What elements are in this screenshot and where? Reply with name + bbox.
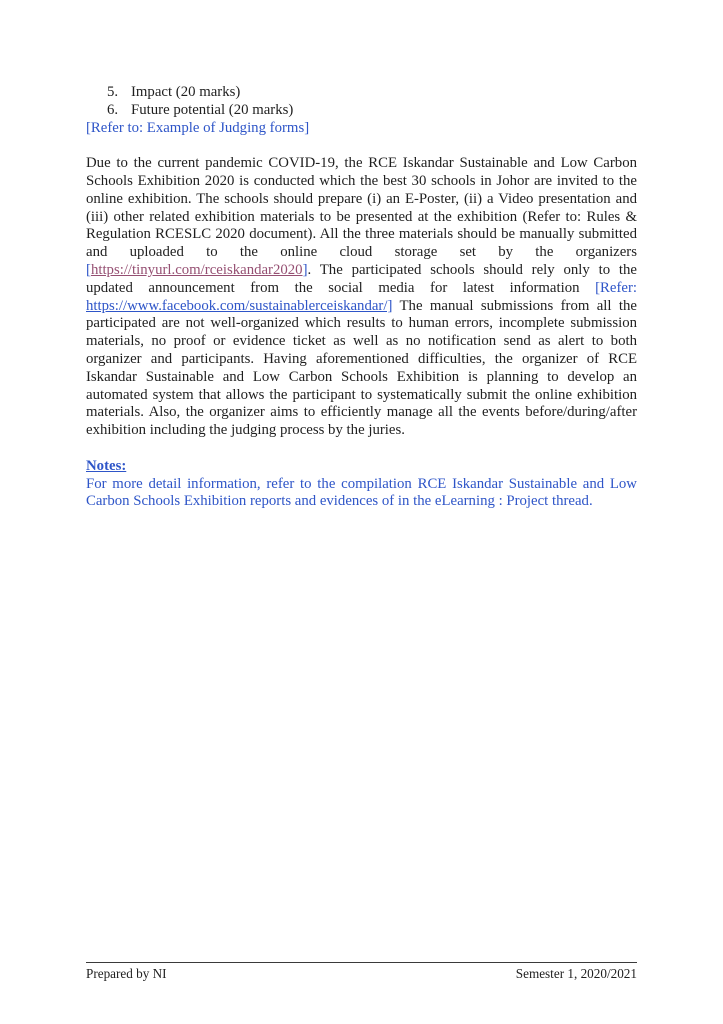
paragraph-text-1: Due to the current pandemic COVID-19, the RCE Iskandar Sustainable and Low Carbon Schools Exhibition 2020 is conducted which the best 30 schools in Johor are invited to the online exhibition. The schools should prepare (i) an E-Poster, (ii) a Video presentation and (iii) other related exhibition materials to be presented at the exhibition (Refer to: Rules & Regulation RCESLC 2020 document). All the three materials should be manually submitted and uploaded to the online cloud storage set by the organizers xyxy=(86,155,637,261)
page-footer xyxy=(86,962,637,983)
judging-forms-reference: [Refer to: Example of Judging forms] xyxy=(86,119,310,136)
refer-label: [Refer: xyxy=(595,279,637,296)
paragraph-text-3: The manual submissions from all the participated are not well-organized which results to human errors, incomplete submission materials, no proof or evidence ticket as well as no notification send as alert to both organizer and participants. Having aforementioned difficulties, the organizer of RCE Iskandar Sustainable and Low Carbon Schools Exhibition is planning to develop an automated system that allows the participant to systematically submit the online exhibition materials. Also, the organizer aims to efficiently manage all the events before/during/after exhibition including the judging process by the juries. xyxy=(86,297,637,439)
list-item xyxy=(107,102,637,120)
paragraph-text-2: . The participated schools should rely only to the updated announcement from the social media for latest information xyxy=(86,261,637,296)
tinyurl-link[interactable]: https://tinyurl.com/rceiskandar2020 xyxy=(90,261,303,278)
notes-body: For more detail information, refer to the compilation RCE Iskandar Sustainable and Low Carbon Schools Exhibition reports and evidences of in the eLearning : Project thread. xyxy=(86,475,637,510)
open-bracket: [ xyxy=(86,261,91,278)
notes-heading: Notes: xyxy=(86,457,127,474)
list-item xyxy=(107,84,637,102)
facebook-link[interactable]: https://www.facebook.com/sustainablerceiskandar/] xyxy=(86,297,393,314)
marks-list xyxy=(86,84,637,120)
list-item-number: 6. xyxy=(107,101,119,118)
list-item-number: 5. xyxy=(107,84,119,100)
main-paragraph xyxy=(86,155,637,440)
list-item-text: Impact (20 marks) xyxy=(131,84,241,100)
footer-prepared-by: Prepared by NI xyxy=(86,966,167,981)
list-item-text: Future potential (20 marks) xyxy=(131,101,294,118)
page-content xyxy=(86,84,637,511)
close-bracket: ] xyxy=(302,261,308,278)
footer-semester: Semester 1, 2020/2021 xyxy=(515,966,637,981)
